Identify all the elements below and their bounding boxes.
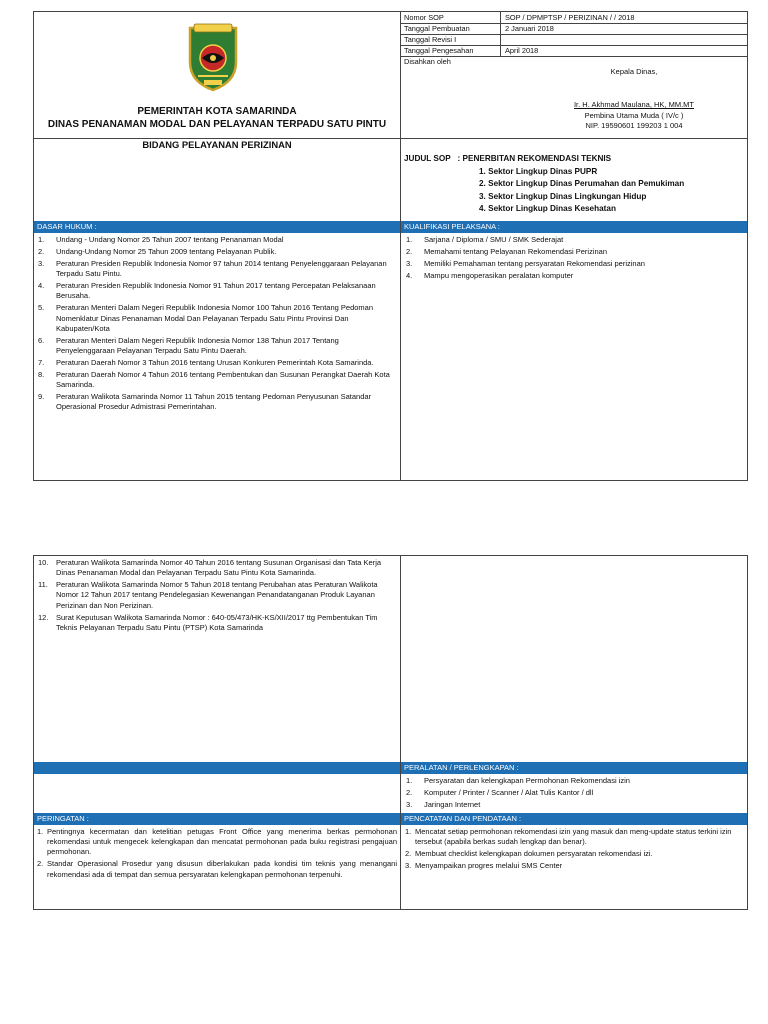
- list-item: [36, 580, 396, 611]
- list-item-number: 1.: [406, 776, 413, 785]
- list-item-text: Peraturan Walikota Samarinda Nomor 5 Tahun 2018 tentang Perubahan atas Peraturan Walikota Nomor 12 Tahun 2017 tentang Pendelegasian Kewenangan Penandatanganan Produk Layanan Perizinan dan Non Perizinan.: [56, 580, 378, 610]
- list-item-number: 2.: [406, 788, 413, 797]
- approver-nip: NIP. 19590601 199203 1 004: [585, 121, 683, 130]
- section-header-peringatan: PERINGATAN :: [34, 813, 400, 825]
- list-item-number: 1.: [37, 827, 44, 836]
- list-item-number: 3.: [406, 259, 413, 268]
- agency-name: DINAS PENANAMAN MODAL DAN PELAYANAN TERPADU SATU PINTU: [47, 119, 387, 130]
- meta-value: SOP / DPMPTSP / PERIZINAN / / 2018: [505, 13, 635, 22]
- kualifikasi-list: [404, 235, 744, 283]
- dasar-hukum-list-continued: [36, 558, 396, 635]
- approver-name: Ir. H. Akhmad Maulana, HK, MM.MT: [573, 100, 695, 109]
- section-header-kualifikasi: KUALIFIKASI PELAKSANA :: [401, 221, 747, 233]
- city-emblem-logo: [184, 22, 242, 92]
- list-item-text: Standar Operasional Prosedur yang disusun diberlakukan pada kondisi tim teknis yang menangani rekomendasi ada di tempat dan semua persyaratan kelengkapan permohonan terpenuhi.: [47, 859, 397, 879]
- list-item: [36, 281, 396, 301]
- list-item-number: 7.: [38, 358, 45, 368]
- section-bar-empty: [34, 762, 400, 774]
- meta-row: [401, 56, 747, 67]
- list-item-number: 4.: [38, 281, 45, 291]
- list-item-number: 6.: [38, 335, 45, 345]
- section-header-peralatan: PERALATAN / PERLENGKAPAN :: [401, 762, 747, 774]
- list-item-text: Peraturan Daerah Nomor 3 Tahun 2016 tentang Urusan Konkuren Pemerintah Kota Samarinda.: [56, 358, 374, 368]
- list-item-number: 11.: [38, 580, 48, 590]
- list-item-text: Peraturan Menteri Dalam Negeri Republik Indonesia Nomor 138 Tahun 2017 Tentang Penyelenggaraan Pelayanan Terpadu Satu Pintu Daerah.: [56, 335, 339, 356]
- list-item-number: 4.: [406, 271, 413, 280]
- list-item-text: Memiliki Pemahaman tentang persyaratan Rekomendasi perizinan: [424, 259, 645, 268]
- list-item-text: Peraturan Menteri Dalam Negeri Republik Indonesia Nomor 100 Tahun 2016 Tentang Pedoman Nomenklatur Dinas Penanaman Modal Dan Pelayanan Terpadu Satu Pintu Provinsi Dan Kabupaten/Kota: [56, 303, 374, 333]
- sop-table-page1: [33, 11, 748, 481]
- list-item: [404, 235, 744, 245]
- list-item: [36, 613, 396, 633]
- meta-divider: [400, 138, 747, 139]
- list-item: [36, 336, 396, 356]
- list-item-number: 1.: [406, 235, 413, 244]
- list-item-text: Jaringan Internet: [424, 800, 481, 809]
- sop-title-text: : PENERBITAN REKOMENDASI TEKNIS: [457, 154, 612, 163]
- list-item-text: Peraturan Presiden Republik Indonesia Nomor 91 Tahun 2017 tentang Percepatan Pelaksanaan Berusaha.: [56, 281, 376, 301]
- list-item-text: Pentingnya kecermatan dan ketelitian petugas Front Office yang menerima berkas permohonan rekomendasi untuk mengecek kelengkapan dan mencatat permohonan pada buku registrasi pengajuan permohonan.: [47, 827, 397, 857]
- list-item-number: 9.: [38, 392, 45, 402]
- list-item-text: Memahami tentang Pelayanan Rekomendasi Perizinan: [424, 247, 608, 256]
- peralatan-list: [404, 776, 744, 812]
- sop-title-label: JUDUL SOP: [404, 154, 451, 163]
- list-item-text: Undang - Undang Nomor 25 Tahun 2007 tentang Penanaman Modal: [56, 235, 284, 244]
- list-item: [404, 800, 744, 810]
- list-item-text: Sarjana / Diploma / SMU / SMK Sederajat: [424, 235, 564, 244]
- meta-value: April 2018: [505, 46, 539, 55]
- list-item: [36, 247, 396, 257]
- list-item: [36, 259, 396, 279]
- list-item: [403, 849, 745, 859]
- list-item: [404, 271, 744, 281]
- sop-sector-item: 4. Sektor Lingkup Dinas Kesehatan: [479, 204, 616, 213]
- sop-title-block: [404, 153, 744, 216]
- list-item-text: Surat Keputusan Walikota Samarinda Nomor : 640-05/473/HK-KS/XII/2017 ttg Pembentukan Tim Teknis Pelayanan Terpadu Satu Pintu (PTSP) Kota Samarinda: [56, 612, 378, 632]
- list-item-number: 2.: [405, 849, 412, 859]
- sop-sector-item: 2. Sektor Lingkup Dinas Perumahan dan Pemukiman: [479, 179, 685, 188]
- meta-key: Tanggal Pembuatan: [404, 24, 470, 33]
- column-divider: [400, 12, 401, 480]
- list-item-number: 1.: [405, 827, 412, 836]
- list-item-text: Peraturan Walikota Samarinda Nomor 11 Tahun 2015 tentang Pedoman Penyusunan Satandar Operasional Prosedur Admistrasi Pemerintahan.: [56, 392, 372, 412]
- list-item-number: 3.: [38, 259, 45, 268]
- list-item: [36, 303, 396, 334]
- list-item-text: Undang-Undang Nomor 25 Tahun 2009 tentang Pelayanan Publik.: [56, 247, 277, 256]
- list-item: [403, 827, 745, 847]
- list-item-number: 2.: [406, 247, 413, 256]
- list-item: [36, 370, 396, 390]
- list-item-number: 12.: [38, 612, 49, 622]
- list-item-number: 3.: [406, 800, 413, 809]
- section-header-pencatatan: PENCATATAN DAN PENDATAAN :: [401, 813, 747, 825]
- approver-rank: Pembina Utama Muda ( IV/c ): [584, 110, 684, 120]
- division-title: BIDANG PELAYANAN PERIZINAN: [142, 139, 292, 150]
- sop-meta-table: [401, 12, 747, 68]
- meta-key: Tanggal Pengesahan: [404, 46, 474, 55]
- list-item: [403, 861, 745, 871]
- list-item: [404, 776, 744, 786]
- list-item-number: 3.: [405, 861, 412, 871]
- list-item-number: 5.: [38, 303, 45, 313]
- list-item-number: 2.: [38, 247, 45, 256]
- list-item: [36, 358, 396, 368]
- list-item-text: Membuat checklist kelengkapan dokumen persyaratan rekomendasi izi.: [415, 849, 653, 859]
- list-item: [404, 788, 744, 798]
- pencatatan-list: [403, 827, 745, 873]
- list-item: [404, 247, 744, 257]
- meta-key: Nomor SOP: [404, 13, 444, 22]
- sop-table-page2: [33, 555, 748, 910]
- list-item-text: Komputer / Printer / Scanner / Alat Tulis Kantor / dll: [424, 788, 594, 797]
- section-header-dasar-hukum: DASAR HUKUM :: [34, 221, 400, 233]
- list-item: [36, 235, 396, 245]
- list-item-text: Peraturan Walikota Samarinda Nomor 40 Tahun 2016 tentang Susunan Organisasi dan Tata Kerja Dinas Penanaman Modal dan Pelayanan Terpadu Satu Pintu Kota Samarinda.: [56, 558, 382, 578]
- list-item: [35, 859, 397, 879]
- sop-sector-item: 3. Sektor Lingkup Dinas Lingkungan Hidup: [479, 191, 647, 201]
- meta-key: Tanggal Revisi I: [404, 35, 457, 44]
- list-item: [35, 827, 397, 858]
- list-item-text: Peraturan Daerah Nomor 4 Tahun 2016 tentang Pembentukan dan Susunan Perangkat Daerah Kota Samarinda.: [56, 370, 390, 390]
- list-item: [36, 558, 396, 578]
- meta-key: Disahkan oleh: [404, 57, 451, 66]
- list-item-number: 2.: [37, 859, 44, 869]
- meta-value: 2 Januari 2018: [505, 24, 554, 33]
- approver-title: Kepala Dinas,: [610, 67, 658, 76]
- column-divider: [400, 556, 401, 909]
- list-item-number: 8.: [38, 370, 45, 380]
- list-item-text: Peraturan Presiden Republik Indonesia Nomor 97 tahun 2014 tentang Penyelenggaraan Pelayanan Terpadu Satu Pintu.: [56, 259, 387, 279]
- list-item: [36, 392, 396, 412]
- list-item-text: Mampu mengoperasikan peralatan komputer: [424, 271, 574, 280]
- list-item-number: 1.: [38, 235, 45, 244]
- list-item: [404, 259, 744, 269]
- list-item-text: Persyaratan dan kelengkapan Permohonan Rekomendasi izin: [424, 776, 630, 785]
- peringatan-list: [35, 827, 397, 882]
- dasar-hukum-list: [36, 235, 396, 414]
- list-item-text: Menyampaikan progres melalui SMS Center: [415, 861, 563, 871]
- org-name: PEMERINTAH KOTA SAMARINDA: [137, 106, 297, 117]
- list-item-text: Mencatat setiap permohonan rekomendasi izin yang masuk dan meng-update status terkini izin tersebut (apabila berkas sudah lengkap dan benar).: [415, 827, 732, 847]
- sop-sector-item: 1. Sektor Lingkup Dinas PUPR: [479, 166, 598, 176]
- list-item-number: 10.: [38, 558, 49, 567]
